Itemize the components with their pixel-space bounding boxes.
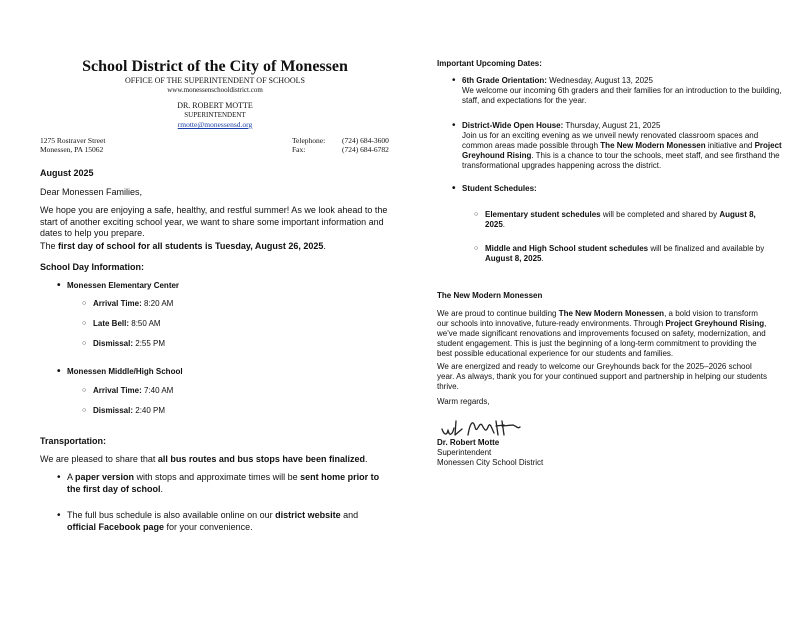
elem-late-bell	[93, 319, 161, 329]
elem-sched-end: .	[502, 220, 506, 229]
open-house-desc-2: initiative and	[705, 141, 755, 150]
paper-a: A	[67, 472, 76, 482]
letter-date: August 2025	[40, 168, 94, 178]
middle-high-item: • Monessen Middle/High School	[67, 367, 183, 377]
closing-line: Warm regards,	[437, 397, 490, 406]
greeting: Dear Monessen Families,	[40, 187, 143, 197]
transport-sentence	[40, 454, 396, 466]
open-house-label: District-Wide Open House:	[462, 121, 564, 130]
phone-values	[342, 136, 389, 154]
first-day-sentence	[40, 241, 396, 253]
superintendent-role: SUPERINTENDENT	[184, 110, 246, 119]
elementary-item: • Monessen Elementary Center	[67, 281, 179, 291]
telephone-value: (724) 684-3600	[342, 136, 389, 145]
paper-bold-1: paper version	[75, 472, 135, 482]
elem-dismissal-value: 2:55 PM	[133, 339, 166, 348]
first-day-post: .	[323, 241, 326, 251]
superintendent-name: DR. ROBERT MOTTE	[177, 101, 253, 110]
elem-dismissal	[93, 339, 165, 349]
student-schedules-item: • Student Schedules:	[462, 184, 537, 194]
phone-labels	[292, 136, 325, 154]
transport-bold: all bus routes and bus stops have been finalized	[157, 454, 365, 464]
office-line: OFFICE OF THE SUPERINTENDENT OF SCHOOLS	[125, 76, 305, 85]
nmm-bold-2: Project Greyhound Rising	[665, 319, 765, 328]
orientation-desc: We welcome our incoming 6th graders and their families for an introduction to the building, staff, and expectations for the year.	[462, 86, 782, 105]
transport-pre: We are pleased to share that	[40, 454, 158, 464]
open-house-date: Thursday, August 21, 2025	[563, 121, 661, 130]
signature-block	[437, 438, 543, 468]
open-house-bold-2: Project Greyhound Rising	[462, 141, 782, 160]
nmm-text-2: , a bold vision to transform our schools into innovative, future-ready environments. Through	[437, 309, 758, 328]
orientation-date: Wednesday, August 13, 2025	[546, 76, 653, 85]
mhs-dismissal	[93, 406, 165, 416]
upcoming-dates-heading: Important Upcoming Dates:	[437, 59, 542, 68]
new-modern-monessen-paragraph	[437, 309, 767, 359]
signer-name: Dr. Robert Motte	[437, 438, 500, 447]
email-link[interactable]: rmotte@monessensd.org	[177, 120, 253, 129]
signature-image	[438, 413, 558, 441]
online-bold-2: official Facebook page	[67, 521, 165, 532]
transport-post: .	[364, 454, 368, 464]
first-day-pre: The	[40, 241, 59, 251]
address-block	[40, 136, 105, 154]
mhs-sched-bold: Middle and High School student schedules	[485, 244, 649, 253]
open-house-item	[462, 121, 784, 171]
mhs-sched-end: .	[541, 254, 544, 263]
mhs-arrival	[93, 386, 173, 396]
school-day-heading: School Day Information:	[40, 262, 145, 272]
paper-mid: with stops and approximate times will be	[134, 472, 301, 482]
mhs-dismissal-label: Dismissal:	[93, 406, 134, 415]
elementary-schedule-item	[485, 210, 765, 230]
paper-end: .	[160, 483, 164, 494]
mhs-sched-mid: will be finalized and available by	[648, 244, 765, 253]
elem-sched-bold: Elementary student schedules	[485, 210, 601, 219]
elem-arrival-value: 8:20 AM	[141, 299, 174, 308]
transportation-heading: Transportation:	[40, 436, 107, 446]
open-house-desc-1: Join us for an exciting evening as we unveil newly renovated classroom spaces and common areas made possible through	[462, 131, 759, 150]
mhs-dismissal-value: 2:40 PM	[133, 406, 166, 415]
new-modern-monessen-heading: The New Modern Monessen	[437, 291, 543, 300]
online-schedule-item	[67, 510, 387, 533]
paper-version-item	[67, 472, 387, 495]
signer-district: Monessen City School District	[437, 458, 544, 467]
nmm-bold-1: The New Modern Monessen	[558, 309, 665, 318]
letterhead	[60, 58, 370, 130]
elem-sched-mid: will be completed and shared by	[600, 210, 720, 219]
address-line-1: 1275 Rostraver Street	[40, 136, 106, 145]
website-text: www.monessenschooldistrict.com	[167, 85, 263, 94]
elem-dismissal-label: Dismissal:	[93, 339, 134, 348]
online-pre: The full bus schedule is also available online on our	[67, 510, 276, 520]
telephone-label: Telephone:	[292, 136, 326, 145]
elem-arrival	[93, 299, 173, 309]
online-post: for your convenience.	[164, 521, 253, 532]
intro-paragraph: We hope you are enjoying a safe, healthy, and restful summer! As we look ahead to the start of another exciting school year, we want to share some important information and dates to help you prepare.	[40, 205, 388, 238]
mhs-schedule-item	[485, 244, 770, 264]
welcome-paragraph: We are energized and ready to welcome our Greyhounds back for the 2025–2026 school year. As always, thank you for your continued support and partnership in helping our students thrive.	[437, 362, 767, 391]
nmm-text-3: , we've made significant renovations and improvements focused on safety, modernization, and student engagement. This is just the beginning of a long-term commitment to providing the best possible educational experience for our students and families.	[437, 319, 767, 358]
mhs-arrival-value: 7:40 AM	[141, 386, 174, 395]
online-bold-1: district website	[275, 510, 341, 520]
mhs-sched-date: August 8, 2025	[485, 254, 542, 263]
elem-late-label: Late Bell:	[93, 319, 130, 328]
open-house-bold-1: The New Modern Monessen	[600, 141, 706, 150]
first-day-bold: first day of school for all students is Tuesday, August 26, 2025	[58, 241, 324, 251]
orientation-label: 6th Grade Orientation:	[462, 76, 547, 85]
orientation-item	[462, 76, 784, 106]
elem-arrival-label: Arrival Time:	[93, 299, 142, 308]
fax-value: (724) 684-6782	[342, 145, 389, 154]
signer-title: Superintendent	[437, 448, 492, 457]
elem-late-value: 8:50 AM	[129, 319, 161, 328]
elem-sched-date: August 8, 2025	[485, 210, 756, 229]
online-and: and	[340, 510, 359, 520]
paper-bold-2: sent home prior to the first day of school	[67, 472, 380, 494]
fax-label: Fax:	[292, 145, 306, 154]
open-house-desc-3: . This is a chance to tour the schools, meet staff, and see firsthand the transformational upgrades happening across the district.	[462, 151, 780, 170]
nmm-text-1: We are proud to continue building	[437, 309, 559, 318]
address-line-2: Monessen, PA 15062	[40, 145, 104, 154]
mhs-arrival-label: Arrival Time:	[93, 386, 142, 395]
district-title: School District of the City of Monessen	[82, 58, 348, 75]
